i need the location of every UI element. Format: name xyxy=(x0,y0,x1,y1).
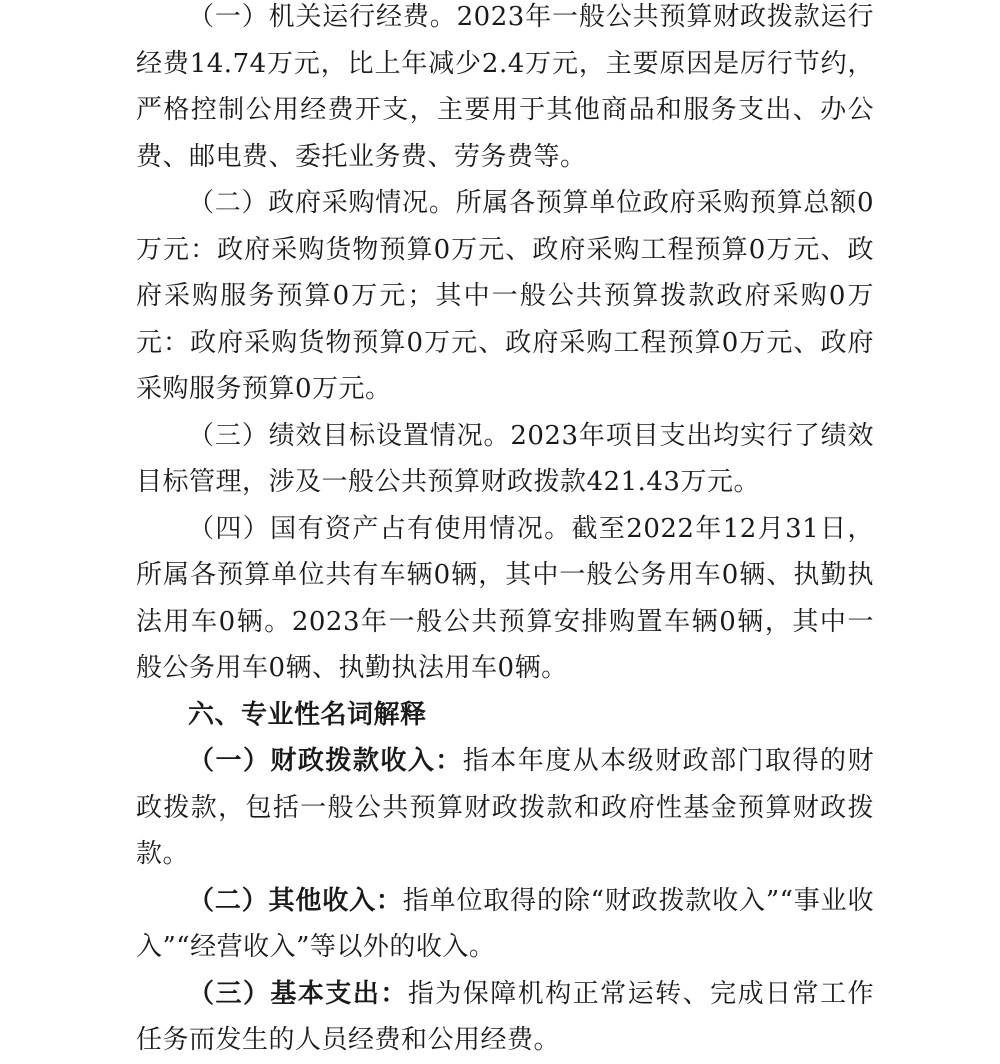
paragraph-lead: （三）绩效目标设置情况。 xyxy=(188,420,511,451)
section-heading: 六、专业性名词解释 xyxy=(188,699,427,730)
definition-other-income xyxy=(136,878,874,971)
definition-body: 指为保障机构正常运转、完成日常工作任务而发生的人员经费和公用经费。 xyxy=(136,978,874,1055)
paragraph-state-assets xyxy=(136,506,874,692)
definition-basic-expenditure xyxy=(136,971,874,1064)
paragraph-lead: （二）政府采购情况。 xyxy=(188,188,456,218)
paragraph-operating-expenses xyxy=(136,0,874,180)
paragraph-government-procurement xyxy=(136,180,874,413)
paragraph-body: 2023年一般公共预算财政拨款运行经费14.74万元，比上年减少2.4万元，主要原因是厉行节约，严格控制公用经费开支，主要用于其他商品和服务支出、办公费、邮电费、委托业务费、劳务费等。 xyxy=(136,2,874,172)
paragraph-lead: （四）国有资产占有使用情况。 xyxy=(188,513,572,544)
definition-term: （二）其他收入： xyxy=(188,885,403,916)
definition-fiscal-appropriation-income xyxy=(136,738,874,878)
definition-term: （一）财政拨款收入： xyxy=(188,746,463,776)
definition-term: （三）基本支出： xyxy=(188,978,408,1009)
paragraph-performance-targets xyxy=(136,413,874,506)
paragraph-body: 2023年项目支出均实行了绩效目标管理，涉及一般公共预算财政拨款421.43万元。 xyxy=(136,420,874,497)
paragraph-lead: （一）机关运行经费。 xyxy=(188,2,457,32)
paragraph-body: 所属各预算单位政府采购预算总额0万元：政府采购货物预算0万元、政府采购工程预算0万元、政府采购服务预算0万元；其中一般公共预算拨款政府采购0万元：政府采购货物预算0万元、政府采购工程预算0万元、政府采购服务预算0万元。 xyxy=(136,188,874,404)
definition-body: 指单位取得的除“财政拨款收入”“事业收入”“经营收入”等以外的收入。 xyxy=(136,885,874,962)
definition-body: 指本年度从本级财政部门取得的财政拨款，包括一般公共预算财政拨款和政府性基金预算财政拨款。 xyxy=(136,746,874,869)
document-page xyxy=(136,0,874,1064)
paragraph-body: 截至2022年12月31日，所属各预算单位共有车辆0辆，其中一般公务用车0辆、执勤执法用车0辆。2023年一般公共预算安排购置车辆0辆，其中一般公务用车0辆、执勤执法用车0辆。 xyxy=(136,513,874,683)
